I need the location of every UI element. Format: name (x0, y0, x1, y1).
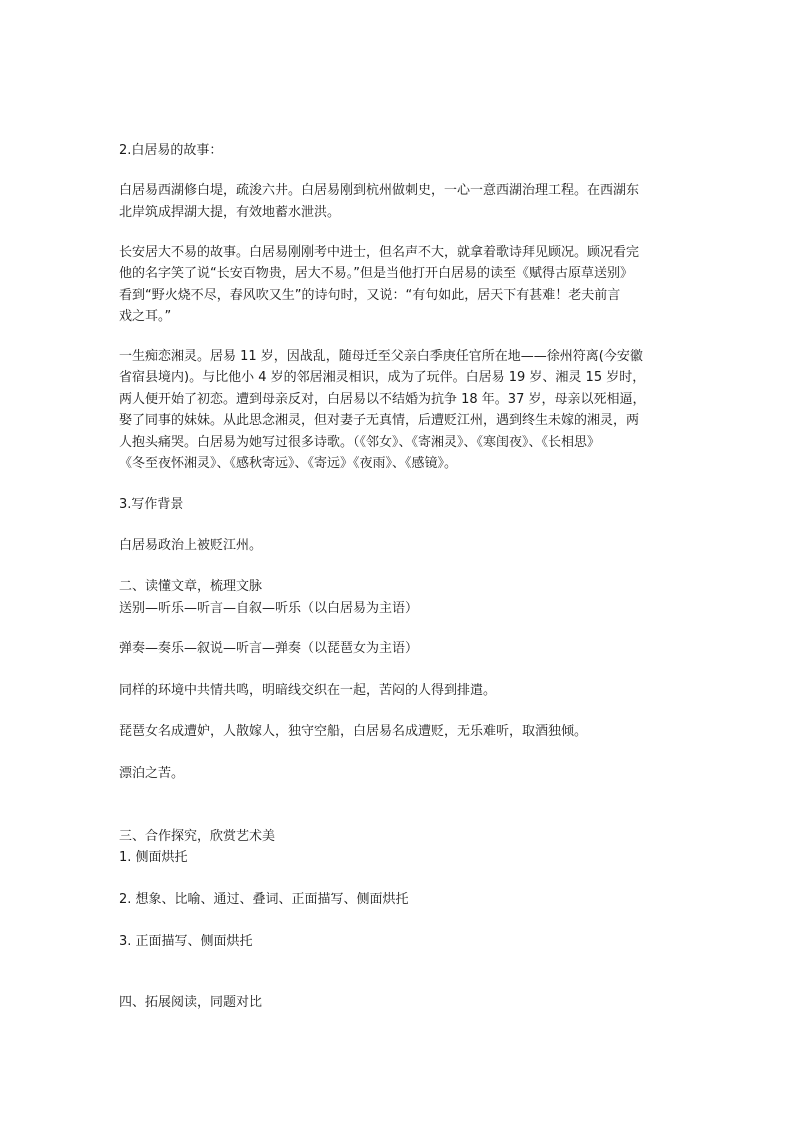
section-title-story: 2.白居易的故事： (119, 143, 223, 158)
paragraph-xiangling-line-1: 一生痴恋湘灵。居易 11 岁，因战乱，随母迁至父亲白季庚任官所在地——徐州符离(今安徽 (119, 349, 643, 364)
paragraph-structure-baijuyi: 送别—听乐—听言—自叙—听乐（以白居易为主语） (119, 601, 419, 616)
paragraph-xiangling-line-6: 《冬至夜怀湘灵》、《感秋寄远》、《寄远》《夜雨》、《感镜》。 (119, 456, 458, 471)
paragraph-west-lake-line-2: 北岸筑成捍湖大提，有效地蓄水泄洪。 (119, 205, 341, 220)
paragraph-background: 白居易政治上被贬江州。 (119, 538, 263, 553)
list-item: 3. 正面描写、侧面烘托 (119, 934, 253, 949)
paragraph-xiangling-line-5: 人抱头痛哭。白居易为她写过很多诗歌。（《邻女》、《寄湘灵》、《寒闺夜》、《长相思》 (119, 435, 601, 450)
section-title-background: 3.写作背景 (119, 497, 184, 512)
paragraph-xiangling-line-3: 两人便开始了初恋。遭到母亲反对，白居易以不结婚为抗争 18 年。37 岁，母亲以死相逼， (119, 392, 646, 407)
paragraph-resonance: 同样的环境中共情共鸣，明暗线交织在一起，苦闷的人得到排遣。 (119, 683, 497, 698)
paragraph-structure-pipa-girl: 弹奏—奏乐—叙说—听言—弹奏（以琵琶女为主语） (119, 641, 419, 656)
paragraph-wandering: 漂泊之苦。 (119, 766, 185, 781)
paragraph-changan-line-4: 戏之耳。” (119, 309, 172, 324)
paragraph-changan-line-2: 他的名字笑了说“长安百物贵，居大不易。”但是当他打开白居易的读至《赋得古原草送别》 (119, 266, 633, 281)
paragraph-xiangling-line-4: 娶了同事的妹妹。从此思念湘灵，但对妻子无真情，后遭贬江州，遇到终生未嫁的湘灵，两 (119, 413, 640, 428)
paragraph-changan-line-1: 长安居大不易的故事。白居易刚刚考中进士，但名声不大，就拿着歌诗拜见顾况。顾况看完 (119, 245, 640, 260)
paragraph-changan-line-3: 看到“野火烧不尽，春风吹又生”的诗句时，又说：“有句如此，居天下有甚难！老夫前言 (119, 288, 621, 303)
heading-extended-reading: 四、拓展阅读，同题对比 (119, 995, 263, 1010)
paragraph-xiangling-line-2: 省宿县境内)。与比他小 4 岁的邻居湘灵相识，成为了玩伴。白居易 19 岁、湘灵 15 岁时， (119, 370, 646, 385)
list-item: 2. 想象、比喻、通过、叠词、正面描写、侧面烘托 (119, 892, 409, 907)
paragraph-west-lake-line-1: 白居易西湖修白堤，疏浚六井。白居易刚到杭州做刺史，一心一意西湖治理工程。在西湖东 (119, 183, 640, 198)
paragraph-comparison: 琵琶女名成遭妒，人散嫁人，独守空船，白居易名成遭贬，无乐难听，取酒独倾。 (119, 724, 588, 739)
list-item: 1. 侧面烘托 (119, 850, 188, 865)
heading-exploration: 三、合作探究，欣赏艺术美 (119, 829, 276, 844)
heading-reading: 二、读懂文章，梳理文脉 (119, 579, 263, 594)
